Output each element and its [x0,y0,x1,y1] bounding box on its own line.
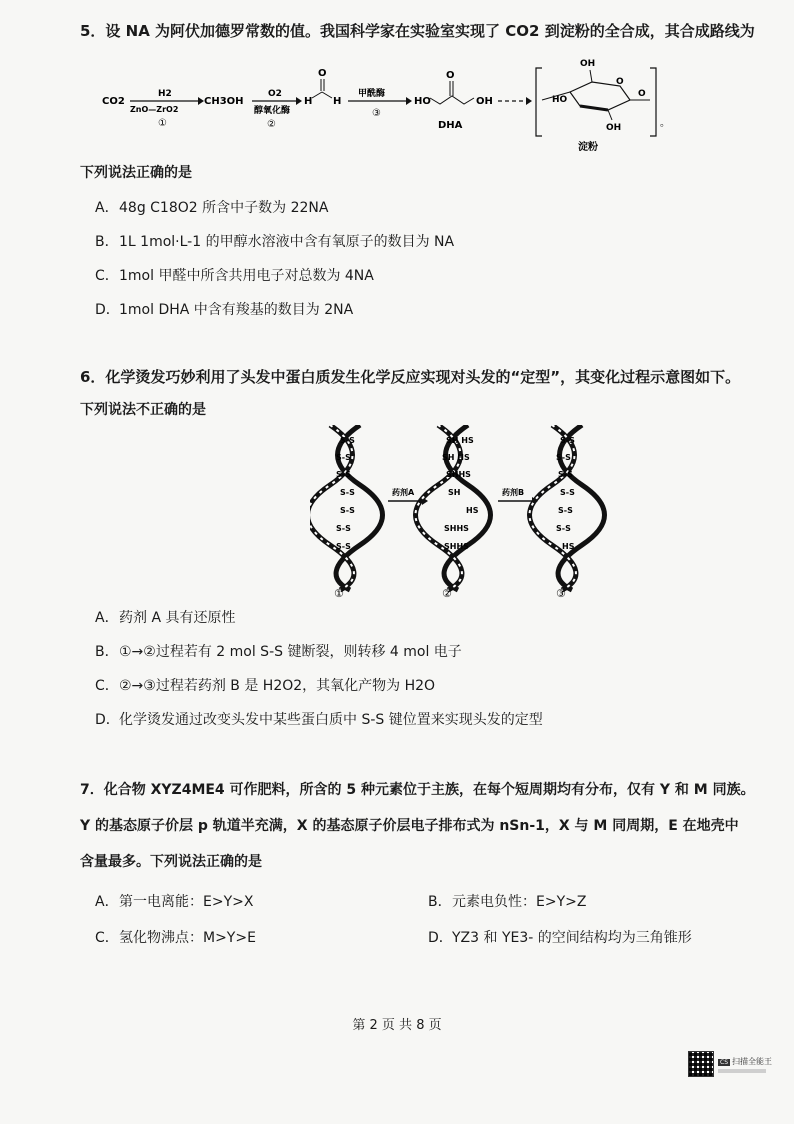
h3-ss-3: S-S [558,470,573,479]
arrow-to-starch-head [526,97,532,105]
q6-prompt: 下列说法不正确的是 [80,402,206,418]
h2-shhs-5: SHHS [444,524,469,533]
qr-code-icon [688,1051,714,1077]
starch-ring-o: O [616,77,624,87]
watermark-title: 扫描全能王 [732,1056,772,1066]
h1-ss-1: S-S [340,436,355,445]
q5-synthesis-scheme [100,56,780,166]
h1-ss-5: S-S [340,506,355,515]
h3-ss-5: S-S [558,506,573,515]
dha-oh: OH [476,96,493,107]
starch-ho: HO [552,95,568,105]
h1-ss-4: S-S [340,488,355,497]
step2-label: ② [267,119,276,130]
h2-shhs-6: SHHS [444,542,469,551]
h1-ss-6: S-S [336,524,351,533]
h2-label: H2 [158,89,172,99]
dha-ho: HO [414,96,431,107]
catalyst1-label: ZnO—ZrO2 [130,105,179,114]
formaldehyde-h-left: H [304,96,313,107]
h3-hs: HS [562,542,575,551]
starch-ch2-bond [590,70,592,82]
scheme-period: 。 [660,118,670,129]
step3-label: ③ [372,108,381,119]
h2-label: ② [442,587,452,600]
dha-skeleton [430,96,474,104]
arrow-step3-head [406,97,412,105]
methanol-label: CH3OH [204,96,244,107]
h2-shhs-1: SH HS [446,436,474,445]
dha-label: DHA [438,120,463,131]
starch-bracket-right [650,68,656,136]
o2-label: O2 [268,89,282,99]
q7-option-b: B．元素电负性：E>Y>Z [428,894,587,910]
formaldehyde-o: O [318,68,327,79]
q6-option-d: D．化学烫发通过改变头发中某些蛋白质中 S-S 键位置来实现头发的定型 [95,712,543,728]
page-footer: 第 2 页 共 8 页 [352,1018,442,1033]
q5-option-c: C．1mol 甲醛中所含共用电子对总数为 4NA [95,268,374,284]
q5-stem: 5．设 NA 为阿伏加德罗常数的值。我国科学家在实验室实现了 CO2 到淀粉的全合成，其合成路线为 [80,22,755,40]
h2-sh-4: SH [448,488,461,497]
h2-shhs-2: SH HS [442,453,470,462]
h3-ss-4: S-S [560,488,575,497]
h1-ss-7: S-S [336,542,351,551]
agent-a-label: 药剂A [392,488,415,497]
q7-option-d: D．YZ3 和 YE3- 的空间结构均为三角锥形 [428,930,692,946]
h2-hs-4: HS [466,506,479,515]
starch-ring-bold [580,106,608,110]
h2-shhs-3: SHHS [446,470,471,479]
q7-line2: Y 的基态原子价层 p 轨道半充满，X 的基态原子价层电子排布式为 nSn-1，X 与 M 同周期，E 在地壳中 [80,818,739,834]
formaldehyde-h-right: H [333,96,342,107]
q5-prompt: 下列说法正确的是 [80,165,192,181]
enzyme2-label: 甲酰酶 [358,89,386,99]
q6-option-a: A．药剂 A 具有还原性 [95,610,236,626]
starch-oh-bond [608,110,612,120]
starch-bracket-left [536,68,542,136]
watermark-subtitle-bar [718,1069,766,1073]
step1-label: ① [158,118,167,129]
dha-o: O [446,70,455,81]
q7-option-c: C．氢化物沸点：M>Y>E [95,930,256,946]
q7-line3: 含量最多。下列说法正确的是 [80,854,262,870]
q5-option-a: A．48g C18O2 所含中子数为 22NA [95,200,329,216]
hair-perm-diagram [310,425,630,605]
formaldehyde-bond-1 [312,92,322,98]
q6-option-b: B．①→②过程若有 2 mol S-S 键断裂，则转移 4 mol 电子 [95,644,462,660]
h3-label: ③ [556,587,566,600]
helix-2 [416,425,491,590]
starch-oh-top: OH [580,59,596,69]
q6-stem: 6．化学烫发巧妙利用了头发中蛋白质发生化学反应实现对头发的“定型”，其变化过程示意图如下。 [80,368,741,386]
q7-option-a: A．第一电离能：E>Y>X [95,894,254,910]
h3-ss-1: S-S [560,436,575,445]
q5-option-d: D．1mol DHA 中含有羧基的数目为 2NA [95,302,354,318]
starch-label: 淀粉 [578,142,598,153]
h1-label: ① [334,587,344,600]
enzyme1-label: 醇氧化酶 [254,106,291,116]
scanner-watermark [688,1050,772,1078]
starch-link-o: O [638,89,646,99]
cs-logo-icon: CS [720,1058,728,1066]
q7-line1: 7．化合物 XYZ4ME4 可作肥料，所含的 5 种元素位于主族，在每个短周期均有分布，仅有 Y 和 M 同族。 [80,782,755,798]
q6-option-c: C．②→③过程若药剂 B 是 H2O2，其氧化产物为 H2O [95,678,436,694]
h1-ss-3: S-S [336,470,351,479]
formaldehyde-bond-2 [322,92,332,98]
co2-label: CO2 [102,96,125,107]
h1-ss-2: S-S [336,453,351,462]
q5-option-b: B．1L 1mol·L-1 的甲醇水溶液中含有氧原子的数目为 NA [95,234,455,250]
h3-ss-2: S-S [556,453,571,462]
h3-ss-6: S-S [556,524,571,533]
agent-b-label: 药剂B [502,488,525,497]
arrow-step2-head [296,97,302,105]
starch-oh-bottom: OH [606,123,622,133]
